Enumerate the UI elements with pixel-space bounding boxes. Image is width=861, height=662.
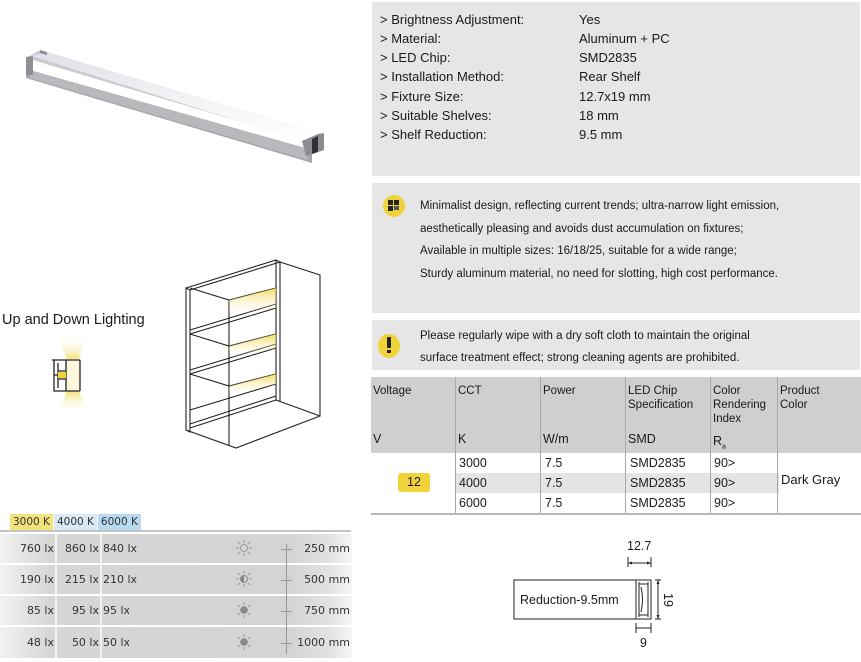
feature-line: Minimalist design, reflecting current trends; ultra-narrow light emission, (420, 200, 780, 212)
lux-3000k: 85 lx (26, 604, 54, 617)
header-color-line1: Product (780, 385, 820, 397)
product-photo (0, 0, 360, 180)
spec-value: SMD2835 (579, 50, 637, 65)
sun-outline-icon (235, 539, 253, 557)
lux-3000k: 48 lx (26, 636, 54, 649)
lighting-label: Up and Down Lighting (2, 312, 145, 328)
header-chip-line2: Specification (628, 399, 694, 411)
header-cri-line3: Index (713, 413, 742, 425)
depth-dimension-label: 9 (640, 636, 647, 650)
header-cri-line1: Color (713, 385, 741, 397)
header-cct: CCT (458, 385, 482, 397)
distance-label: 750 mm (304, 604, 350, 617)
spec-value: Rear Shelf (579, 69, 641, 84)
spec-value: 18 mm (579, 108, 619, 123)
feature-line: Sturdy aluminum material, no need for slotting, high cost performance. (420, 268, 778, 280)
cell-power: 7.5 (545, 456, 563, 470)
cabinet-installation-illustration (180, 250, 330, 450)
sun-filled-icon (235, 601, 253, 619)
lux-6000k: 50 lx (103, 636, 131, 649)
product-color-value: Dark Gray (781, 472, 841, 487)
cct-tab-6000k[interactable]: 6000 K (98, 514, 141, 530)
illuminance-row (0, 627, 352, 658)
feature-line: aesthetically pleasing and avoids dust accumulation on fixtures; (420, 223, 744, 235)
unit-cct: K (458, 432, 467, 446)
lux-4000k: 50 lx (71, 636, 99, 649)
cct-tabs (10, 514, 142, 530)
cell-cct: 3000 (459, 456, 487, 470)
spec-key: > Fixture Size: (380, 89, 464, 104)
care-panel (372, 320, 860, 370)
spec-value: Yes (579, 12, 601, 27)
cell-power: 7.5 (545, 496, 563, 510)
warning-icon (378, 334, 400, 358)
unit-power: W/m (543, 432, 569, 446)
spec-key: > Installation Method: (380, 69, 504, 84)
cell-cct: 6000 (459, 496, 487, 510)
illuminance-row (0, 596, 352, 625)
dimension-drawing (500, 535, 700, 662)
distance-scale-line (286, 544, 287, 654)
spec-key: > LED Chip: (380, 50, 451, 65)
reduction-label: Reduction-9.5mm (520, 593, 619, 607)
features-panel (372, 183, 860, 313)
sun-half-icon (235, 570, 253, 588)
spec-value: 9.5 mm (579, 127, 623, 142)
voltage-badge: 12 (398, 473, 430, 492)
lux-6000k: 840 lx (103, 542, 138, 555)
illuminance-row (0, 565, 352, 594)
profile-light-beam-illustration (44, 335, 100, 415)
feature-line: Available in multiple sizes: 16/18/25, suitable for a wide range; (420, 245, 737, 257)
header-voltage: Voltage (373, 385, 412, 397)
cct-tab-3000k[interactable]: 3000 K (10, 514, 53, 530)
illuminance-row (0, 534, 352, 563)
lux-4000k: 215 lx (64, 573, 99, 586)
lux-3000k: 760 lx (19, 542, 54, 555)
header-cri-line2: Rendering (713, 399, 767, 411)
spec-key: > Shelf Reduction: (380, 127, 487, 142)
cell-chip: SMD2835 (630, 456, 686, 470)
spec-key: > Brightness Adjustment: (380, 12, 525, 27)
cell-cri: 90> (714, 456, 736, 470)
lux-3000k: 190 lx (19, 573, 54, 586)
header-color-line2: Color (780, 399, 808, 411)
sun-filled-icon (235, 633, 253, 651)
header-chip-line1: LED Chip (628, 385, 678, 397)
distance-label: 250 mm (304, 542, 350, 555)
cell-chip: SMD2835 (630, 496, 686, 510)
spec-value: Aluminum + PC (579, 31, 670, 46)
distance-label: 500 mm (304, 573, 350, 586)
unit-voltage: V (373, 432, 382, 446)
cell-cri: 90> (714, 496, 736, 510)
lux-4000k: 95 lx (71, 604, 99, 617)
header-power: Power (543, 385, 576, 397)
spec-key: > Material: (380, 31, 442, 46)
spec-panel (372, 2, 860, 176)
lux-4000k: 860 lx (64, 542, 99, 555)
voltage-spec-table (371, 377, 861, 515)
care-line: surface treatment effect; strong cleaning agents are prohibited. (420, 352, 740, 364)
lux-6000k: 95 lx (103, 604, 131, 617)
unit-chip: SMD (628, 432, 656, 446)
cell-cct: 4000 (459, 476, 487, 490)
width-dimension-label: 12.7 (627, 539, 652, 553)
care-line: Please regularly wipe with a dry soft cloth to maintain the original (420, 330, 750, 342)
lux-6000k: 210 lx (103, 573, 138, 586)
feature-grid-icon (383, 195, 405, 217)
spec-value: 12.7x19 mm (579, 89, 651, 104)
unit-cri: $R_a$ (713, 434, 726, 451)
cell-power: 7.5 (545, 476, 563, 490)
spec-key: > Suitable Shelves: (380, 108, 492, 123)
cell-chip: SMD2835 (630, 476, 686, 490)
distance-label: 1000 mm (297, 636, 350, 649)
height-dimension-label: 19 (661, 593, 675, 607)
cct-tab-4000k[interactable]: 4000 K (54, 514, 97, 530)
cell-cri: 90> (714, 476, 736, 490)
